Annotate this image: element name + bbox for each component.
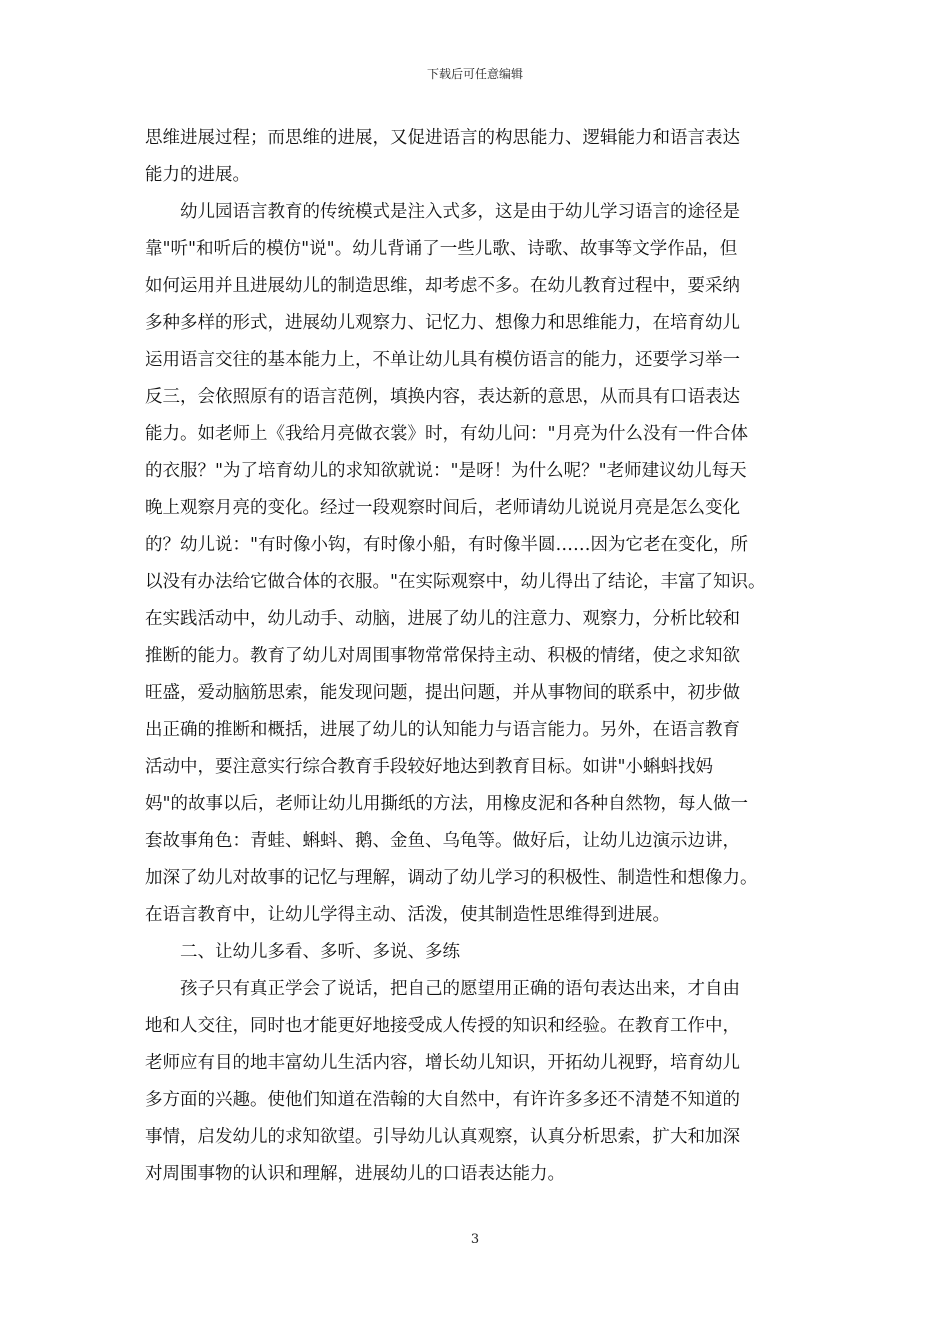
text-line: 对周围事物的认识和理解，进展幼儿的口语表达能力。 [145,1164,565,1184]
text-line: 多方面的兴趣。使他们知道在浩翰的大自然中，有许许多多还不清楚不知道的 [145,1090,740,1110]
text-line: 推断的能力。教育了幼儿对周围事物常常保持主动、积极的情绪，使之求知欲 [145,646,740,666]
text-line: 老师应有目的地丰富幼儿生活内容，增长幼儿知识，开拓幼儿视野，培育幼儿 [145,1053,740,1073]
text-line: 多种多样的形式，进展幼儿观察力、记忆力、想像力和思维能力，在培育幼儿 [145,313,740,333]
text-line: 孩子只有真正学会了说话，把自己的愿望用正确的语句表达出来，才自由 [145,979,740,999]
page-header: 下载后可任意编辑 [426,67,523,81]
text-line: 套故事角色：青蛙、蝌蚪、鹅、金鱼、乌龟等。做好后，让幼儿边演示边讲， [145,831,740,851]
text-line: 靠"听"和听后的模仿"说"。幼儿背诵了一些儿歌、诗歌、故事等文学作品，但 [145,239,738,259]
text-line: 能力的进展。 [145,165,250,185]
page-number: 3 [470,1232,480,1247]
text-line: 如何运用并且进展幼儿的制造思维，却考虑不多。在幼儿教育过程中，要采纳 [145,276,740,296]
text-line: 事情，启发幼儿的求知欲望。引导幼儿认真观察，认真分析思索，扩大和加深 [145,1127,740,1147]
text-line: 反三，会依照原有的语言范例，填换内容，表达新的意思，从而具有口语表达 [145,387,740,407]
text-line: 幼儿园语言教育的传统模式是注入式多，这是由于幼儿学习语言的途径是 [145,202,740,222]
text-line: 思维进展过程；而思维的进展，又促进语言的构思能力、逻辑能力和语言表达 [145,128,740,148]
text-line: 晚上观察月亮的变化。经过一段观察时间后，老师请幼儿说说月亮是怎么变化 [145,498,740,518]
text-line: 旺盛，爱动脑筋思索，能发现问题，提出问题，并从事物间的联系中，初步做 [145,683,740,703]
text-line: 的？幼儿说："有时像小钩，有时像小船，有时像半圆……因为它老在变化，所 [145,535,749,555]
text-line: 出正确的推断和概括，进展了幼儿的认知能力与语言能力。另外，在语言教育 [145,720,740,740]
text-line: 运用语言交往的基本能力上，不单让幼儿具有模仿语言的能力，还要学习举一 [145,350,740,370]
text-line: 能力。如老师上《我给月亮做衣裳》时，有幼儿问："月亮为什么没有一件合体 [145,424,749,444]
text-line: 在语言教育中，让幼儿学得主动、活泼，使其制造性思维得到进展。 [145,905,670,925]
text-line: 妈"的故事以后，老师让幼儿用撕纸的方法，用橡皮泥和各种自然物，每人做一 [145,794,749,814]
text-line: 活动中，要注意实行综合教育手段较好地达到教育目标。如讲"小蝌蚪找妈 [145,757,714,777]
text-line: 加深了幼儿对故事的记忆与理解，调动了幼儿学习的积极性、制造性和想像力。 [145,868,758,888]
body-text [145,120,811,1193]
text-line: 在实践活动中，幼儿动手、动脑，进展了幼儿的注意力、观察力，分析比较和 [145,609,740,629]
text-line: 的衣服？"为了培育幼儿的求知欲就说："是呀！为什么呢？"老师建议幼儿每天 [145,461,747,481]
text-line: 地和人交往，同时也才能更好地接受成人传授的知识和经验。在教育工作中， [145,1016,740,1036]
text-line: 以没有办法给它做合体的衣服。"在实际观察中，幼儿得出了结论，丰富了知识。 [145,572,766,592]
section-heading: 二、让幼儿多看、多听、多说、多练 [145,942,460,962]
